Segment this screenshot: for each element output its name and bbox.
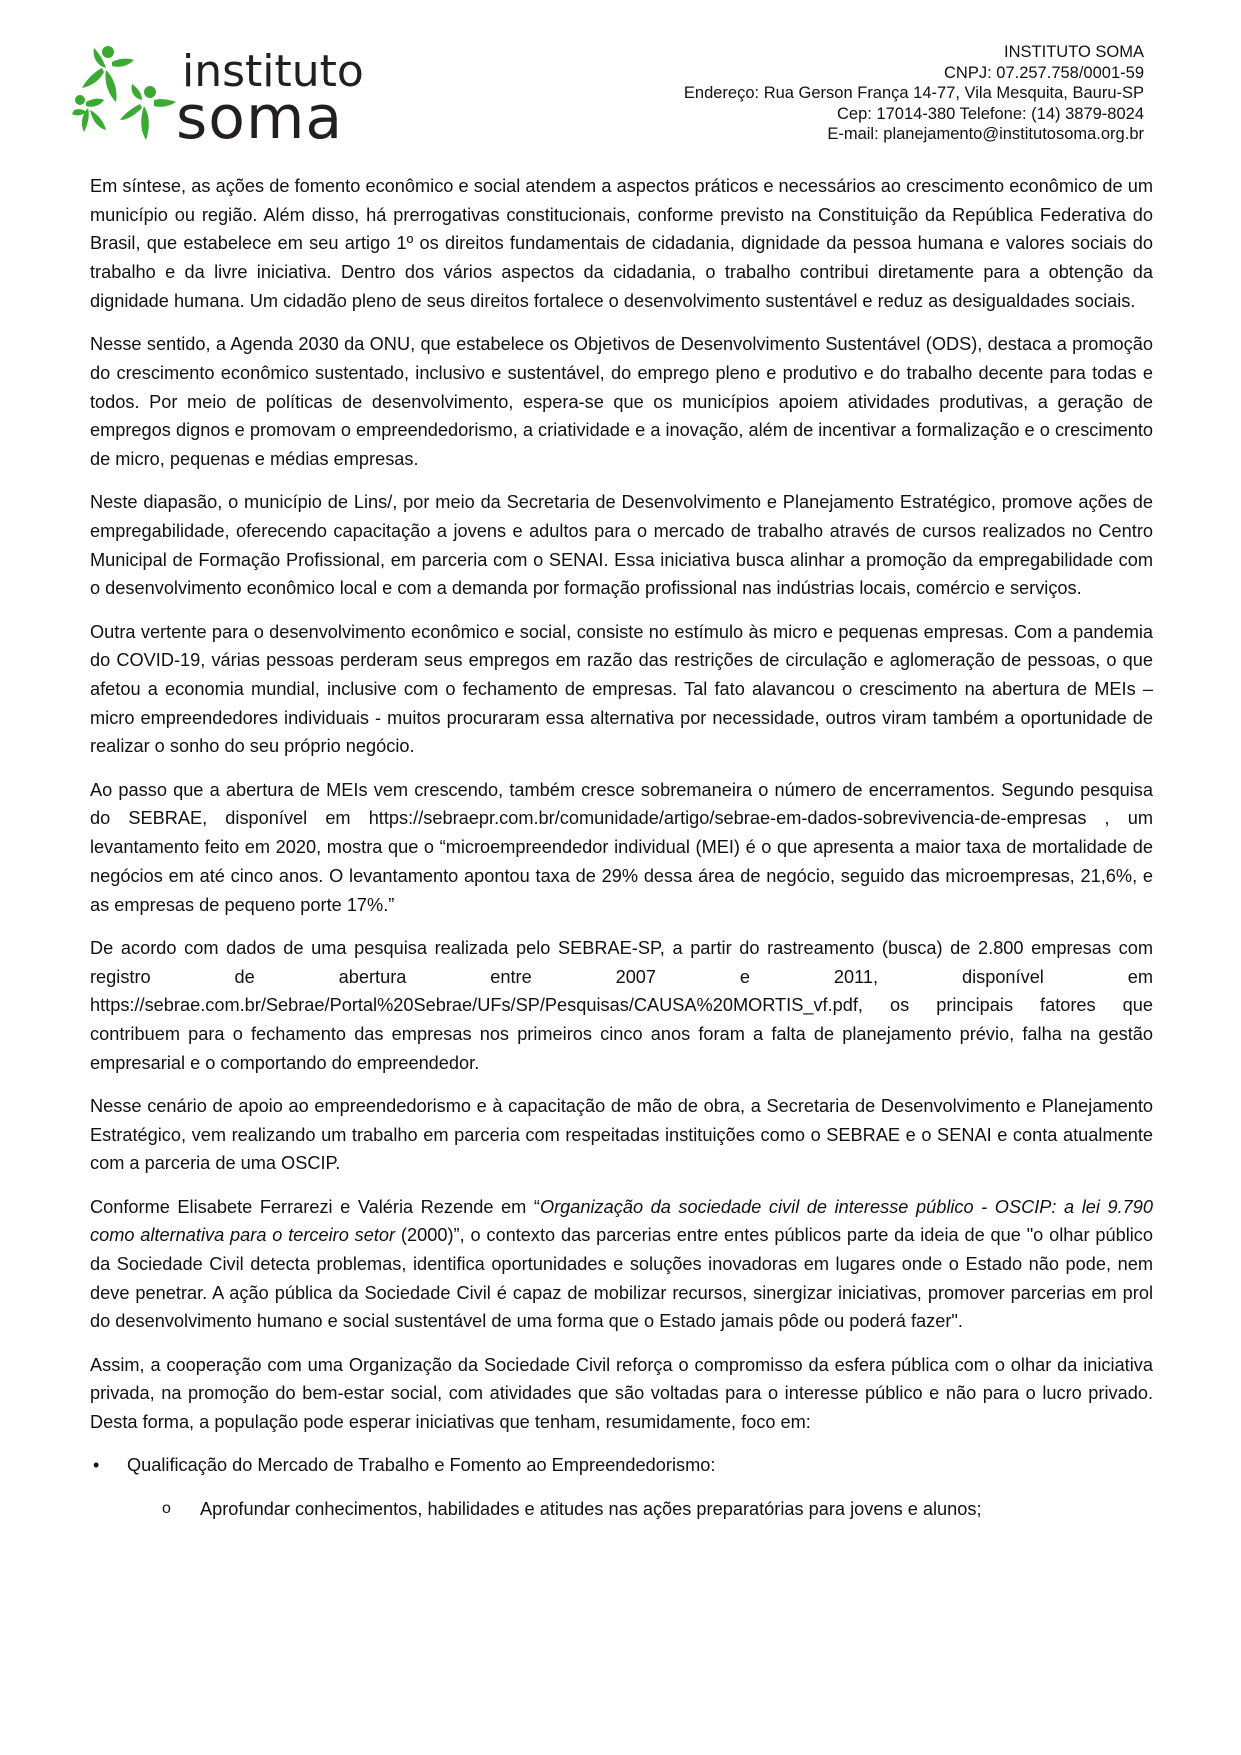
hollow-bullet-icon: o <box>162 1499 171 1517</box>
citation-quote: (2000)”, o contexto das parcerias entre entes públicos parte da ideia de que "o olhar público da Sociedade Civil detecta problemas, identifica oportunidades e soluções inovadoras em lugares onde o Estado não pode, nem deve penetrar. A ação pública da Sociedade Civil é capaz de mobilizar recursos, sinergizar iniciativas, promover parcerias em prol do desenvolvimento humano e social sustentável de uma forma que o Estado jamais pôde ou poderá fazer". <box>90 1225 1153 1332</box>
sub-list-item <box>90 1495 1153 1524</box>
paragraph-partnership: Nesse cenário de apoio ao empreendedorismo e à capacitação de mão de obra, a Secretaria de Desenvolvimento e Planejamento Estratégico, vem realizando um trabalho em parceria com respeitadas instituições como o SEBRAE e o SENAI e conta atualmente com a parceria de uma OSCIP. <box>90 1095 1153 1174</box>
citation-book-title: Organização da sociedade civil de interesse público - OSCIP: a lei 9.790 como alternativa para o terceiro setor <box>90 1196 1153 1246</box>
paragraph-mei-closures: Ao passo que a abertura de MEIs vem crescendo, também cresce sobremaneira o número de encerramentos. Segundo pesquisa do SEBRAE, disponível em https://sebraepr.com.br/comunidade/artigo/sebrae-em-dados-sobrevivencia-de-empresas , um levantamento feito em 2020, mostra que o “microempreendedor individual (MEI) é o que apresenta a maior taxa de mortalidade de negócios em até cinco anos. O levantamento apontou taxa de 29% dessa área de negócio, seguido das microempresas, 21,6%, e as empresas de pequeno porte 17%.” <box>90 779 1153 915</box>
org-cnpj: CNPJ: 07.257.758/0001-59 <box>944 63 1144 82</box>
list-item <box>90 1451 1153 1480</box>
list-item-text: Qualificação do Mercado de Trabalho e Fomento ao Empreendedorismo: <box>127 1455 716 1476</box>
focus-sub-list <box>90 1495 1153 1524</box>
paragraph-summary: Em síntese, as ações de fomento econômico e social atendem a aspectos práticos e necessários ao crescimento econômico de um município ou região. Além disso, há prerrogativas constitucionais, conforme previsto na Constituição da República Federativa do Brasil, que estabelece em seu artigo 1º os direitos fundamentais de cidadania, dignidade da pessoa humana e valores sociais do trabalho e da livre iniciativa. Dentro dos vários aspectos da cidadania, o trabalho contribui diretamente para a obtenção da dignidade humana. Um cidadão pleno de seus direitos fortalece o desenvolvimento sustentável e reduz as desigualdades sociais. <box>90 176 1153 311</box>
institute-logo <box>72 44 372 153</box>
org-contact-block <box>684 42 1144 145</box>
paragraph-lins-employability: Neste diapasão, o município de Lins/, por meio da Secretaria de Desenvolvimento e Planejamento Estratégico, promove ações de empregabilidade, oferecendo capacitação a jovens e adultos para o mercado de trabalho através de cursos realizados no Centro Municipal de Formação Profissional, em parceria com o SENAI. Essa iniciativa busca alinhar a promoção da empregabilidade com o desenvolvimento econômico local e com a demanda por formação profissional nas indústrias locais, comércio e serviços. <box>90 492 1153 599</box>
citation-lead: Conforme Elisabete Ferrarezi e Valéria Rezende em “ <box>90 1196 540 1217</box>
paragraph-agenda-2030: Nesse sentido, a Agenda 2030 da ONU, que estabelece os Objetivos de Desenvolvimento Sustentável (ODS), destaca a promoção do crescimento econômico sustentado, inclusivo e sustentável, do emprego pleno e produtivo e do trabalho decente para todas e todos. Por meio de políticas de desenvolvimento, espera-se que os municípios apoiem atividades produtivas, a geração de empregos dignos e promovam o empreendedorismo, a criatividade e a inovação, além de incentivar a formalização e o crescimento de micro, pequenas e médias empresas. <box>90 334 1153 469</box>
sub-list-item-text: Aprofundar conhecimentos, habilidades e atitudes nas ações preparatórias para jovens e alunos; <box>200 1498 982 1519</box>
logo-word-instituto: instituto <box>182 46 364 97</box>
org-name: INSTITUTO SOMA <box>1004 43 1144 61</box>
paragraph-sebrae-sp-research: De acordo com dados de uma pesquisa realizada pelo SEBRAE-SP, a partir do rastreamento (busca) de 2.800 empresas com registro de abertura entre 2007 e 2011, disponível em https://sebrae.com.br/Sebrae/Portal%20Sebrae/UFs/SP/Pesquisas/CAUSA%20MORTIS_vf.pdf, os principais fatores que contribuem para o fechamento das empresas nos primeiros cinco anos foram a falta de planejamento prévio, falha na gestão empresarial e o comportando do empreendedor. <box>90 937 1153 1073</box>
focus-list <box>90 1451 1153 1480</box>
paragraph-closing: Assim, a cooperação com uma Organização da Sociedade Civil reforça o compromisso da esfera pública com o olhar da iniciativa privada, na promoção do bem-estar social, com atividades que são voltadas para o interesse público e não para o lucro privado. Desta forma, a população pode esperar iniciativas que tenham, resumidamente, foco em: <box>90 1354 1153 1433</box>
three-green-figures-icon <box>72 44 176 144</box>
paragraph-small-business: Outra vertente para o desenvolvimento econômico e social, consiste no estímulo às micro e pequenas empresas. Com a pandemia do COVID-19, várias pessoas perderam seus empregos em razão das restrições de circulação e aglomeração de pessoas, o que afetou a economia mundial, inclusive com o fechamento de empresas. Tal fato alavancou o crescimento na abertura de MEIs – micro empreendedores individuais - muitos procuraram essa alternativa por necessidade, outros viram também a oportunidade de realizar o sonho do seu próprio negócio. <box>90 621 1153 757</box>
paragraph-citation <box>90 1193 1153 1337</box>
org-email: E-mail: planejamento@institutosoma.org.br <box>827 125 1144 143</box>
document-body <box>90 172 1153 1523</box>
bullet-icon: • <box>93 1455 100 1476</box>
org-address: Endereço: Rua Gerson França 14-77, Vila Mesquita, Bauru-SP <box>683 84 1144 102</box>
logo-word-soma: soma <box>176 83 344 153</box>
org-cep-phone: Cep: 17014-380 Telefone: (14) 3879-8024 <box>836 104 1144 123</box>
